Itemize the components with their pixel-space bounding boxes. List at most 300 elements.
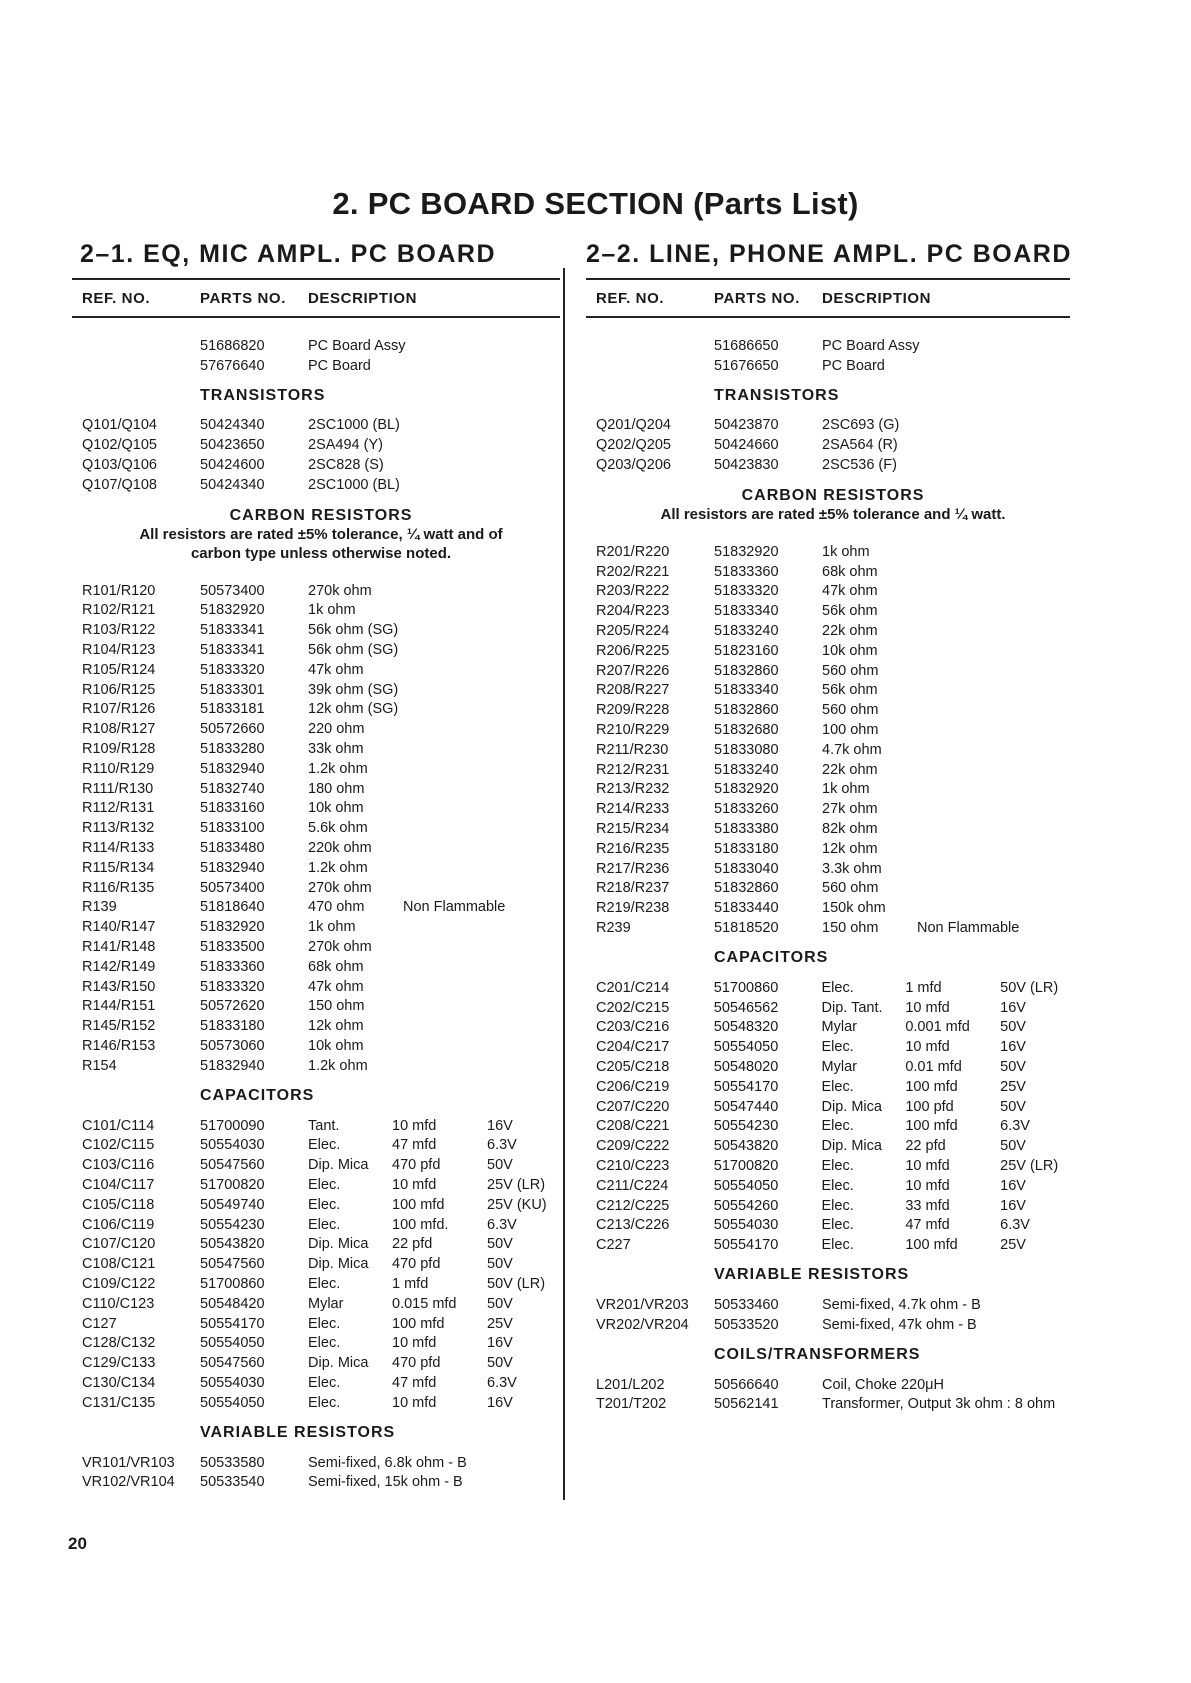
parts-cell: 50554030: [200, 1374, 265, 1391]
table-row: [82, 1393, 560, 1413]
desc-cell: 56k ohm: [822, 682, 878, 699]
capacitor-list: [82, 1116, 560, 1413]
voltage-cell: 25V (KU): [487, 1196, 547, 1213]
ref-cell: R203/R222: [596, 583, 670, 600]
desc-cell: Semi-fixed, 15k ohm - B: [308, 1474, 463, 1491]
ref-cell: R108/R127: [82, 721, 156, 738]
ref-cell: R207/R226: [596, 662, 670, 679]
parts-cell: 50554170: [713, 1078, 779, 1095]
parts-cell: 51832920: [200, 602, 265, 619]
table-row: [596, 998, 1070, 1018]
table-row: [82, 700, 560, 720]
value-cell: 0.01 mfd: [905, 1059, 962, 1075]
voltage-cell: 6.3V: [487, 1137, 517, 1154]
ref-cell: R140/R147: [82, 919, 156, 936]
desc-cell: PC Board Assy: [308, 337, 406, 354]
table-row: [82, 1274, 560, 1294]
desc-cell: 33k ohm: [308, 741, 364, 758]
voltage-cell: 25V: [487, 1315, 513, 1332]
ref-cell: C128/C132: [82, 1335, 156, 1352]
parts-cell: 50554030: [713, 1217, 779, 1234]
table-row: [82, 759, 560, 779]
parts-cell: 51832680: [714, 722, 779, 739]
ref-cell: C227: [596, 1237, 631, 1254]
parts-cell: 57676640: [200, 357, 265, 374]
type-cell: Dip. Mica: [821, 1138, 882, 1155]
voltage-cell: 50V (LR): [1000, 979, 1059, 996]
desc-cell: 2SC1000 (BL): [308, 476, 400, 493]
ref-cell: C107/C120: [82, 1236, 156, 1253]
ref-cell: C105/C118: [82, 1196, 155, 1213]
desc-cell: 39k ohm (SG): [308, 681, 399, 698]
parts-cell: 51833100: [200, 820, 265, 837]
type-cell: Elec.: [821, 1118, 854, 1135]
transistor-list: [82, 416, 560, 495]
resistors-note-line-1: All resistors are rated ±5% tolerance, ¼ watt and of: [139, 525, 503, 543]
voltage-cell: 6.3V: [1000, 1217, 1030, 1234]
table-row: [82, 601, 560, 621]
table-row: [82, 977, 560, 997]
table-row: [82, 1353, 560, 1373]
table-row: [82, 1234, 560, 1254]
table-row: [82, 640, 560, 660]
table-row: [82, 878, 560, 898]
ref-cell: R115/R134: [82, 859, 155, 876]
eq-mic-ampl-section: [72, 240, 560, 1492]
desc-cell: 27k ohm: [822, 801, 878, 818]
table-row: [596, 1394, 1070, 1414]
desc-cell: 47k ohm: [308, 661, 364, 678]
line-phone-ampl-section: [586, 240, 1070, 1414]
voltage-cell: 25V (LR): [1000, 1157, 1059, 1174]
category-capacitors: CAPACITORS: [714, 948, 829, 966]
ref-cell: C202/C215: [596, 999, 670, 1016]
desc-cell: 12k ohm: [822, 840, 878, 857]
desc-cell: 220 ohm: [308, 721, 365, 738]
page-number: 20: [68, 1534, 87, 1553]
type-cell: Mylar: [308, 1295, 344, 1312]
parts-cell: 51833340: [714, 682, 779, 699]
parts-cell: 51833180: [714, 840, 779, 857]
table-row: [596, 720, 1070, 740]
parts-cell: 50554050: [713, 1177, 779, 1194]
ref-cell: R111/R130: [82, 780, 154, 797]
category-capacitors: CAPACITORS: [200, 1086, 315, 1104]
ref-cell: C204/C217: [596, 1039, 670, 1056]
parts-cell: 50543820: [200, 1236, 265, 1253]
table-row: [82, 1116, 560, 1136]
table-row: [596, 1375, 1070, 1395]
ref-cell: R211/R230: [596, 741, 669, 758]
ref-cell: R217/R236: [596, 860, 670, 877]
parts-cell: 50554030: [200, 1137, 265, 1154]
desc-cell: Coil, Choke 220μH: [822, 1376, 944, 1393]
desc-cell: 56k ohm (SG): [308, 622, 399, 639]
type-cell: Dip. Mica: [308, 1157, 369, 1174]
ref-cell: R204/R223: [596, 603, 670, 620]
value-cell: 0.001 mfd: [905, 1019, 970, 1036]
table-row: [596, 1176, 1070, 1196]
value-cell: 22 pfd: [392, 1236, 433, 1253]
parts-cell: 50423830: [714, 457, 779, 474]
voltage-cell: 50V: [1000, 1059, 1026, 1075]
parts-cell: 50554050: [200, 1335, 265, 1352]
value-cell: 10 mfd: [905, 1039, 950, 1056]
ref-cell: C102/C115: [82, 1137, 155, 1154]
parts-cell: 50562141: [714, 1396, 779, 1413]
type-cell: Elec.: [821, 1177, 854, 1194]
table-row: [82, 1453, 560, 1473]
parts-cell: 51833320: [714, 583, 779, 600]
desc-cell: Transformer, Output 3k ohm : 8 ohm: [822, 1396, 1056, 1413]
value-cell: 10 mfd: [392, 1176, 437, 1193]
type-cell: Elec.: [821, 979, 854, 996]
header-description: DESCRIPTION: [308, 289, 418, 307]
value-cell: 100 mfd: [392, 1315, 445, 1332]
ref-cell: C206/C219: [596, 1078, 670, 1095]
parts-cell: 50424340: [200, 417, 265, 434]
ref-cell: R145/R152: [82, 1018, 156, 1035]
table-row: [82, 957, 560, 977]
ref-cell: R214/R233: [596, 801, 670, 818]
ref-cell: C104/C117: [82, 1176, 155, 1193]
table-row: [596, 1037, 1070, 1057]
extra-cell: Non Flammable: [917, 920, 1020, 937]
ref-cell: R212/R231: [596, 761, 670, 778]
category-carbon-resistors: CARBON RESISTORS: [229, 506, 413, 524]
ref-cell: C110/C123: [82, 1295, 155, 1312]
table-row: [596, 978, 1070, 998]
value-cell: 22 pfd: [905, 1138, 946, 1155]
value-cell: 47 mfd: [392, 1374, 437, 1391]
parts-cell: 50554260: [713, 1197, 779, 1214]
voltage-cell: 50V (LR): [487, 1275, 546, 1292]
ref-cell: R208/R227: [596, 682, 670, 699]
assy-list: [82, 336, 560, 376]
table-row: [596, 601, 1070, 621]
parts-cell: 51818640: [200, 899, 265, 916]
parts-cell: 50423650: [200, 437, 265, 454]
parts-cell: 51700860: [713, 979, 779, 996]
ref-cell: C101/C114: [82, 1117, 155, 1134]
table-row: [596, 356, 1070, 376]
ref-cell: R218/R237: [596, 880, 670, 897]
ref-cell: R102/R121: [82, 602, 156, 619]
table-row: [596, 661, 1070, 681]
parts-cell: 51833360: [200, 958, 265, 975]
desc-cell: PC Board: [308, 357, 371, 374]
parts-cell: 51833341: [200, 642, 265, 659]
table-row: [82, 1056, 560, 1076]
parts-cell: 51833320: [200, 978, 265, 995]
type-cell: Tant.: [308, 1117, 340, 1134]
ref-cell: Q102/Q105: [82, 437, 157, 454]
desc-cell: 150 ohm: [308, 998, 365, 1015]
parts-cell: 50547440: [713, 1098, 779, 1115]
table-row: [82, 1215, 560, 1235]
table-row: [596, 898, 1070, 918]
desc-cell: Semi-fixed, 6.8k ohm - B: [308, 1454, 467, 1471]
desc-cell: 270k ohm: [308, 582, 372, 599]
table-row: [596, 416, 1070, 436]
ref-cell: C209/C222: [596, 1138, 670, 1155]
resistors-note: [82, 525, 560, 563]
voltage-cell: 50V: [487, 1355, 513, 1372]
voltage-cell: 50V: [487, 1256, 513, 1273]
parts-cell: 50554230: [713, 1118, 779, 1135]
parts-cell: 50548320: [713, 1019, 779, 1036]
table-row: [596, 1235, 1070, 1255]
type-cell: Dip. Mica: [821, 1098, 882, 1115]
parts-cell: 50547560: [200, 1256, 265, 1273]
desc-cell: 470 ohm: [308, 899, 365, 916]
ref-cell: C127: [82, 1315, 117, 1332]
desc-cell: 560 ohm: [822, 662, 879, 679]
parts-cell: 50573060: [200, 1038, 265, 1054]
parts-cell: 50543820: [713, 1138, 779, 1155]
table-row: [82, 997, 560, 1017]
voltage-cell: 6.3V: [487, 1374, 517, 1391]
ref-cell: R141/R148: [82, 939, 156, 956]
table-row: [82, 680, 560, 700]
value-cell: 0.015 mfd: [392, 1295, 457, 1312]
parts-cell: 51700860: [200, 1275, 265, 1292]
parts-cell: 51832920: [714, 781, 779, 798]
section-title-line-phone: 2–2. LINE, PHONE AMPL. PC BOARD: [586, 240, 1072, 268]
value-cell: 10 mfd: [905, 999, 950, 1016]
value-cell: 47 mfd: [392, 1137, 437, 1154]
table-header: [72, 280, 560, 316]
desc-cell: 12k ohm: [308, 1018, 364, 1035]
type-cell: Dip. Mica: [308, 1236, 369, 1253]
table-row: [596, 780, 1070, 800]
desc-cell: PC Board Assy: [822, 337, 920, 354]
table-row: [596, 1215, 1070, 1235]
parts-cell: 50573400: [200, 879, 265, 896]
parts-cell: 51833380: [714, 821, 779, 838]
ref-cell: C129/C133: [82, 1355, 156, 1372]
type-cell: Elec.: [821, 1237, 854, 1254]
transistor-list: [596, 416, 1070, 475]
type-cell: Elec.: [821, 1039, 854, 1056]
header-description: DESCRIPTION: [822, 289, 932, 307]
ref-cell: R114/R133: [82, 840, 155, 857]
parts-cell: 51833240: [714, 623, 779, 640]
table-row: [82, 818, 560, 838]
type-cell: Dip. Mica: [308, 1355, 369, 1372]
type-cell: Elec.: [308, 1394, 341, 1411]
voltage-cell: 50V: [1000, 1138, 1026, 1155]
type-cell: Elec.: [308, 1315, 341, 1332]
table-row: [82, 475, 560, 495]
ref-cell: R109/R128: [82, 741, 156, 758]
table-row: [82, 581, 560, 601]
ref-cell: R107/R126: [82, 701, 156, 718]
parts-cell: 51818520: [714, 920, 779, 937]
ref-cell: C208/C221: [596, 1118, 670, 1135]
ref-cell: C213/C226: [596, 1217, 670, 1234]
value-cell: 100 mfd.: [392, 1216, 449, 1233]
parts-cell: 50533540: [200, 1474, 265, 1491]
ref-cell: R210/R229: [596, 722, 670, 739]
desc-cell: Semi-fixed, 4.7k ohm - B: [822, 1296, 981, 1313]
parts-cell: 51833240: [714, 761, 779, 778]
value-cell: 100 mfd: [905, 1237, 958, 1254]
table-row: [82, 898, 560, 918]
desc-cell: 180 ohm: [308, 780, 365, 797]
capacitor-list: [596, 978, 1070, 1255]
table-row: [82, 858, 560, 878]
value-cell: 100 mfd: [392, 1196, 445, 1213]
ref-cell: VR102/VR104: [82, 1474, 175, 1491]
table-row: [596, 1196, 1070, 1216]
type-cell: Elec.: [821, 1197, 854, 1214]
voltage-cell: 50V: [487, 1236, 513, 1253]
voltage-cell: 50V: [1000, 1019, 1026, 1036]
table-row: [596, 1077, 1070, 1097]
ref-cell: R139: [82, 899, 117, 916]
value-cell: 100 pfd: [905, 1098, 954, 1115]
desc-cell: 82k ohm: [822, 821, 878, 838]
ref-cell: C131/C135: [82, 1394, 156, 1411]
ref-cell: R154: [82, 1057, 117, 1074]
ref-cell: R101/R120: [82, 582, 156, 599]
voltage-cell: 25V: [1000, 1237, 1026, 1254]
ref-cell: R103/R122: [82, 622, 156, 639]
ref-cell: C211/C224: [596, 1177, 669, 1194]
table-row: [596, 562, 1070, 582]
parts-cell: 51833480: [200, 840, 265, 857]
table-row: [596, 859, 1070, 879]
resistors-note-line-2: carbon type unless otherwise noted.: [190, 544, 452, 562]
parts-cell: 51700820: [200, 1176, 265, 1193]
table-row: [82, 620, 560, 640]
voltage-cell: 6.3V: [487, 1216, 517, 1233]
ref-cell: R144/R151: [82, 998, 156, 1015]
parts-cell: 51700090: [200, 1117, 265, 1134]
table-row: [82, 1155, 560, 1175]
ref-cell: R209/R228: [596, 702, 670, 719]
table-row: [596, 879, 1070, 899]
desc-cell: 2SC1000 (BL): [308, 417, 400, 434]
parts-cell: 51833280: [200, 741, 265, 758]
table-row: [82, 1373, 560, 1393]
ref-cell: R142/R149: [82, 958, 156, 975]
parts-cell: 51833440: [714, 900, 779, 917]
table-row: [82, 336, 560, 356]
parts-cell: 50554170: [713, 1237, 779, 1254]
table-row: [82, 416, 560, 436]
ref-cell: R206/R225: [596, 642, 670, 659]
type-cell: Elec.: [308, 1335, 341, 1352]
header-parts-no: PARTS NO.: [200, 289, 286, 307]
ref-cell: R239: [596, 920, 631, 937]
parts-cell: 50533460: [714, 1296, 779, 1313]
table-row: [82, 1333, 560, 1353]
ref-cell: C207/C220: [596, 1098, 670, 1115]
ref-cell: R216/R235: [596, 840, 670, 857]
desc-cell: 4.7k ohm: [822, 741, 882, 758]
parts-cell: 50554050: [200, 1394, 265, 1411]
value-cell: 10 mfd: [905, 1157, 950, 1174]
table-row: [82, 1314, 560, 1334]
value-cell: 10 mfd: [392, 1394, 437, 1411]
table-row: [596, 799, 1070, 819]
table-row: [596, 760, 1070, 780]
extra-cell: Non Flammable: [403, 899, 506, 916]
ref-cell: C130/C134: [82, 1374, 156, 1391]
ref-cell: R104/R123: [82, 642, 156, 659]
ref-cell: R201/R220: [596, 543, 670, 560]
table-row: [596, 1117, 1070, 1137]
ref-cell: R110/R129: [82, 760, 155, 777]
table-row: [596, 455, 1070, 475]
type-cell: Elec.: [821, 1078, 854, 1095]
parts-cell: 51833260: [714, 801, 779, 818]
desc-cell: 1k ohm: [308, 602, 356, 619]
table-row: [596, 1295, 1070, 1315]
section-title-eq-mic: 2–1. EQ, MIC AMPL. PC BOARD: [80, 240, 497, 268]
ref-cell: Q107/Q108: [82, 476, 157, 493]
value-cell: 470 pfd: [392, 1256, 441, 1273]
header-ref-no: REF. NO.: [82, 289, 151, 307]
table-row: [596, 641, 1070, 661]
desc-cell: 2SA494 (Y): [308, 437, 383, 454]
table-row: [596, 336, 1070, 356]
desc-cell: PC Board: [822, 357, 885, 374]
parts-cell: 50566640: [714, 1376, 779, 1393]
desc-cell: 150k ohm: [822, 900, 886, 917]
ref-cell: VR101/VR103: [82, 1454, 175, 1471]
ref-cell: R112/R131: [82, 800, 155, 817]
voltage-cell: 25V: [1000, 1078, 1026, 1095]
parts-cell: 50554170: [200, 1315, 265, 1332]
category-carbon-resistors: CARBON RESISTORS: [741, 486, 925, 504]
ref-cell: C109/C122: [82, 1275, 156, 1292]
ref-cell: R113/R132: [82, 820, 155, 837]
table-row: [82, 719, 560, 739]
parts-cell: 51833040: [714, 860, 779, 877]
desc-cell: 5.6k ohm: [308, 820, 368, 837]
desc-cell: 68k ohm: [822, 563, 878, 580]
value-cell: 1 mfd: [392, 1275, 429, 1292]
ref-cell: R116/R135: [82, 879, 155, 896]
desc-cell: 150 ohm: [822, 920, 879, 937]
value-cell: 10 mfd: [392, 1117, 437, 1134]
desc-cell: 270k ohm: [308, 879, 372, 896]
desc-cell: 22k ohm: [822, 761, 878, 778]
desc-cell: 1.2k ohm: [308, 760, 368, 777]
table-row: [82, 455, 560, 475]
parts-cell: 50554050: [713, 1039, 779, 1056]
parts-cell: 51832740: [200, 780, 265, 797]
desc-cell: 22k ohm: [822, 623, 878, 640]
parts-cell: 51832940: [200, 760, 265, 777]
page-title: 2. PC BOARD SECTION (Parts List): [332, 186, 859, 221]
table-row: [82, 1016, 560, 1036]
desc-cell: 47k ohm: [308, 978, 364, 995]
category-transistors: TRANSISTORS: [714, 386, 840, 404]
parts-cell: 51832920: [200, 919, 265, 936]
desc-cell: 2SC536 (F): [822, 457, 897, 474]
ref-cell: VR201/VR203: [596, 1296, 689, 1313]
category-variable-resistors: VARIABLE RESISTORS: [200, 1423, 396, 1441]
table-row: [596, 1315, 1070, 1335]
value-cell: 10 mfd: [392, 1335, 437, 1352]
parts-cell: 51700820: [713, 1157, 779, 1174]
voltage-cell: 16V: [1000, 1177, 1026, 1194]
parts-cell: 51833080: [714, 741, 779, 758]
